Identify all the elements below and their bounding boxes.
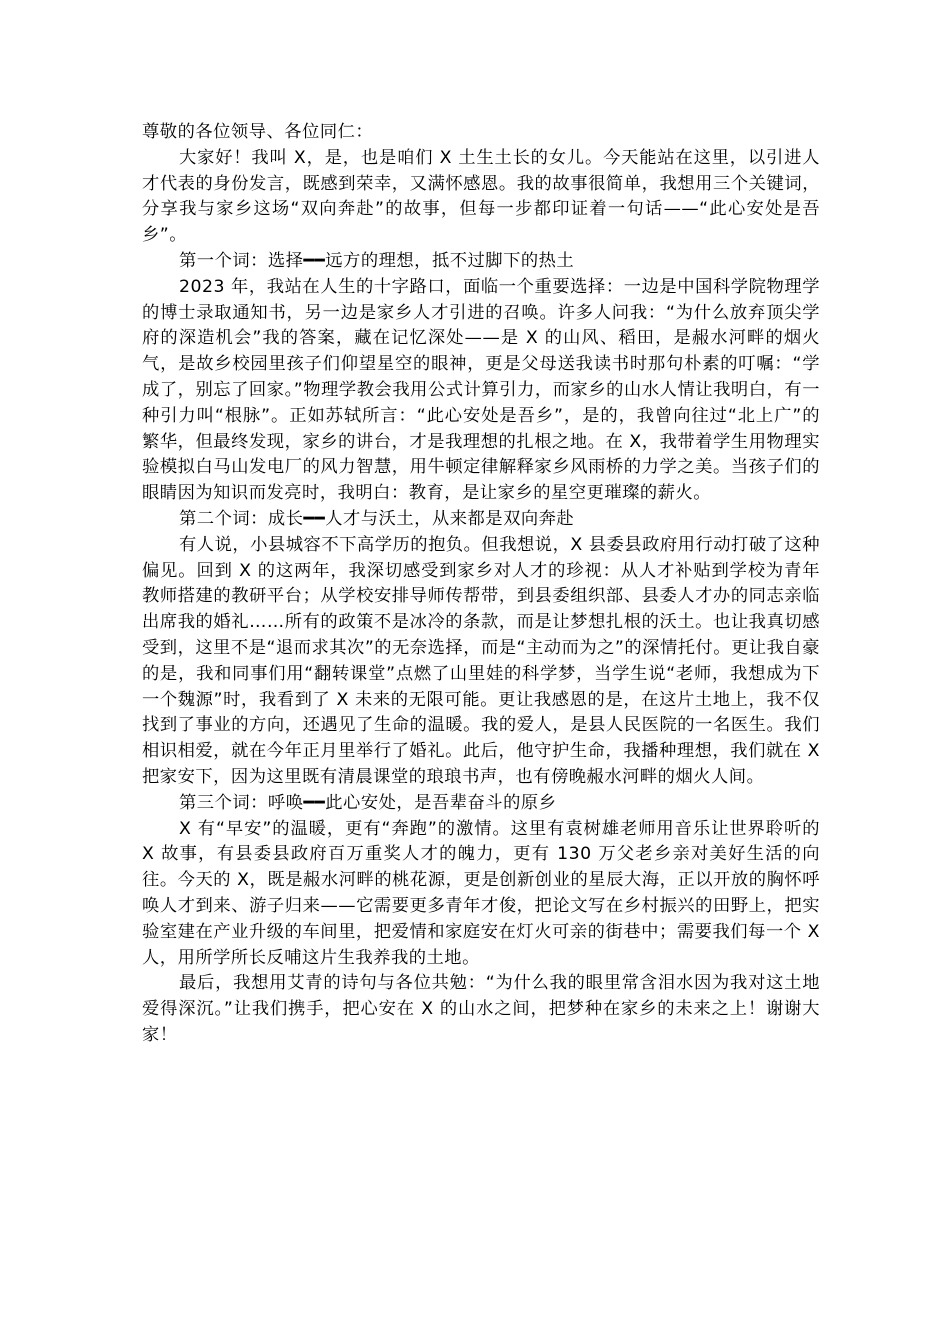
paragraph-calling: X 有“早安”的温暖，更有“奔跑”的激情。这里有袁树雄老师用音乐让世界聆听的 X 故事，有县委县政府百万重奖人才的魄力，更有 130 万父老乡亲对美好生活的向往。今天的 X，既是赧水河畔的桃花源，更是创新创业的星辰大海，正以开放的胸怀呼唤人才到来、游子归来——它需要更多青年才俊，把论文写在乡村振兴的田野上，把实验室建在产业升级的车间里，把爱情和家庭安在灯火可亲的街巷中；需要我们每一个 X 人，用所学所长反哺这片生我养我的土地。 (142, 818, 820, 968)
document-page (142, 120, 820, 1049)
paragraph-choice: 2023 年，我站在人生的十字路口，面临一个重要选择：一边是中国科学院物理学的博士录取通知书，另一边是家乡人才引进的召唤。许多人问我：“为什么放弃顶尖学府的深造机会”我的答案，藏在记忆深处——是 X 的山风、稻田，是赧水河畔的烟火气，是故乡校园里孩子们仰望星空的眼神，更是父母送我读书时那句朴素的叮嘱：“学成了，别忘了回家。”物理学教会我用公式计算引力，而家乡的山水人情让我明白，有一种引力叫“根脉”。正如苏轼所言：“此心安处是吾乡”，是的，我曾向往过“北上广”的繁华，但最终发现，家乡的讲台，才是我理想的扎根之地。在 X，我带着学生用物理实验模拟白马山发电厂的风力智慧，用牛顿定律解释家乡风雨桥的力学之美。当孩子们的眼睛因为知识而发亮时，我明白：教育，是让家乡的星空更璀璨的薪火。 (142, 276, 820, 504)
paragraph-growth: 有人说，小县城容不下高学历的抱负。但我想说，X 县委县政府用行动打破了这种偏见。回到 X 的这两年，我深切感受到家乡对人才的珍视：从人才补贴到学校为青年教师搭建的教研平台；从学校安排导师传帮带，到县委组织部、县委人才办的同志亲临出席我的婚礼……所有的政策不是冰冷的条款，而是让梦想扎根的沃土。也让我真切感受到，这里不是“退而求其次”的无奈选择，而是“主动而为之”的深情托付。更让我自豪的是，我和同事们用“翻转课堂”点燃了山里娃的科学梦，当学生说“老师，我想成为下一个魏源”时，我看到了 X 未来的无限可能。更让我感恩的是，在这片土地上，我不仅找到了事业的方向，还遇见了生命的温暖。我的爱人，是县人民医院的一名医生。我们相识相爱，就在今年正月里举行了婚礼。此后，他守护生命，我播种理想，我们就在 X 把家安下，因为这里既有清晨课堂的琅琅书声，也有傍晚赧水河畔的烟火人间。 (142, 534, 820, 787)
section-heading-choice: 第一个词：选择━━远方的理想，抵不过脚下的热土 (179, 250, 575, 271)
paragraph-opening: 大家好！我叫 X，是，也是咱们 X 土生土长的女儿。今天能站在这里，以引进人才代表的身份发言，既感到荣幸，又满怀感恩。我的故事很简单，我想用三个关键词，分享我与家乡这场“双向奔赴”的故事，但每一步都印证着一句话——“此心安处是吾乡”。 (142, 147, 820, 246)
salutation: 尊敬的各位领导、各位同仁： (142, 122, 374, 142)
paragraph-closing: 最后，我想用艾青的诗句与各位共勉：“为什么我的眼里常含泪水因为我对这土地爱得深沉。”让我们携手，把心安在 X 的山水之间，把梦种在家乡的未来之上！谢谢大家！ (142, 973, 820, 1045)
section-heading-calling: 第三个词：呼唤━━此心安处，是吾辈奋斗的原乡 (179, 792, 557, 813)
section-heading-growth: 第二个词：成长━━人才与沃土，从来都是双向奔赴 (179, 508, 575, 529)
